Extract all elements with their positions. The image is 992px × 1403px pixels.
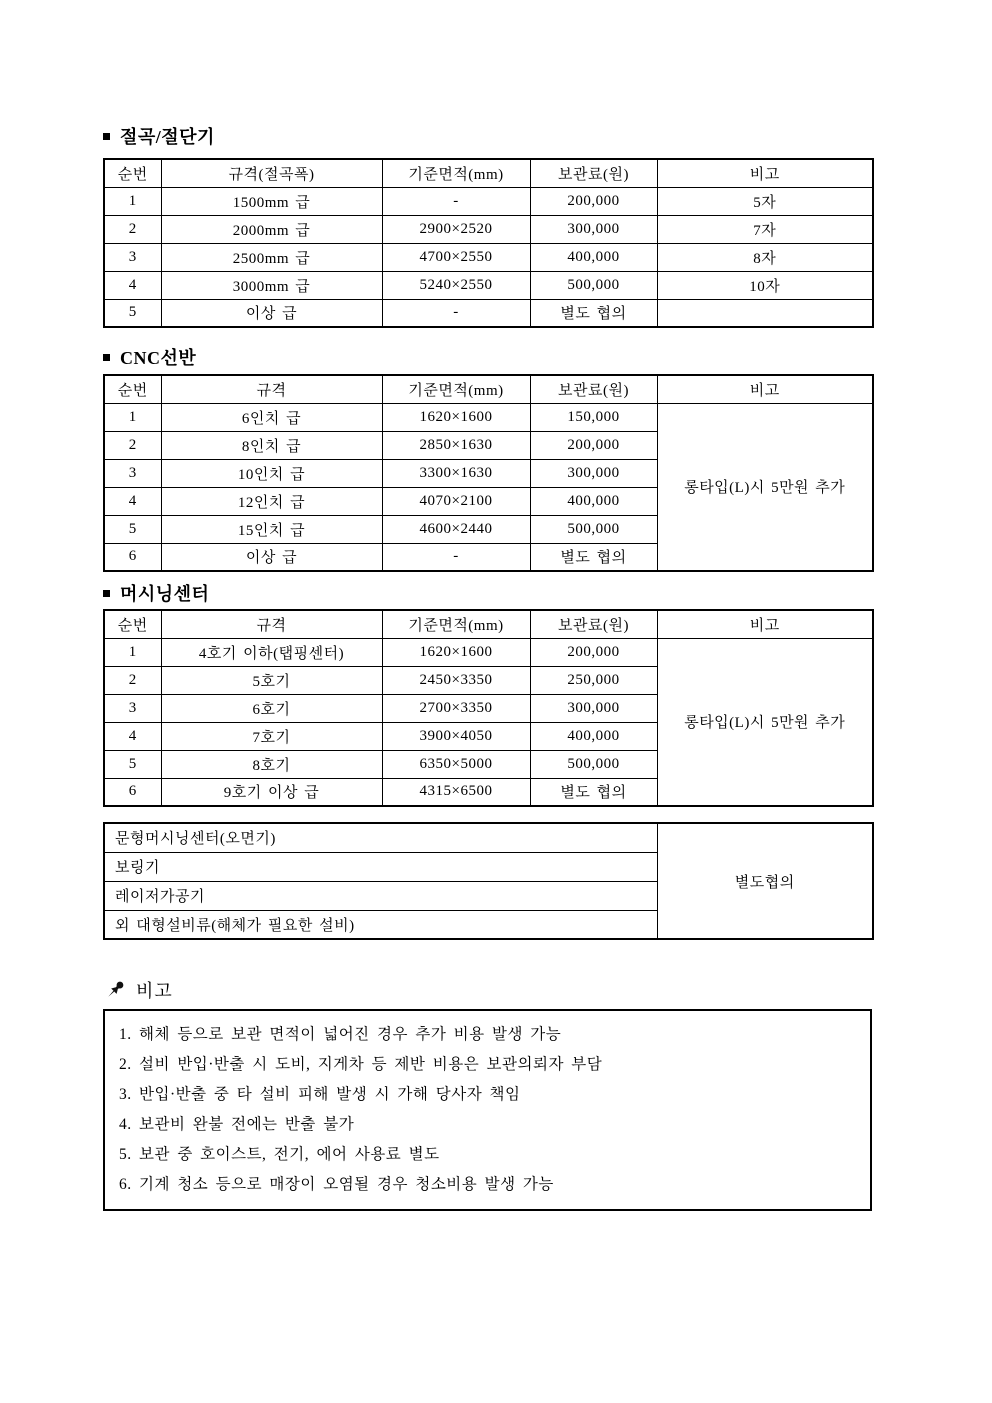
table-cell: 이상 급 xyxy=(161,543,382,571)
table-cell xyxy=(657,299,873,327)
table-cell: 1620×1600 xyxy=(382,403,530,431)
table-cell: 1500mm 급 xyxy=(161,187,382,215)
table-cell: 4호기 이하(탭핑센터) xyxy=(161,638,382,666)
table-row xyxy=(104,823,873,852)
table-header-row xyxy=(104,610,873,638)
header-cell: 규격 xyxy=(161,610,382,638)
merged-note-cell: 롱타입(L)시 5만원 추가 xyxy=(657,638,873,806)
table-cell: 1 xyxy=(104,187,161,215)
table-cell: 레이저가공기 xyxy=(104,881,657,910)
notes-header xyxy=(103,978,875,1002)
table-cell: 10인치 급 xyxy=(161,459,382,487)
table-cell: 이상 급 xyxy=(161,299,382,327)
table-cell: - xyxy=(382,543,530,571)
table-cell: 6350×5000 xyxy=(382,750,530,778)
header-cell: 비고 xyxy=(657,375,873,403)
table-cell: 4 xyxy=(104,722,161,750)
table-cell: 4 xyxy=(104,271,161,299)
header-cell: 규격 xyxy=(161,375,382,403)
section-title-text: 머시닝센터 xyxy=(120,584,210,604)
table-cell: 500,000 xyxy=(530,271,657,299)
square-bullet-icon xyxy=(103,133,110,140)
table-cell: 1 xyxy=(104,403,161,431)
note-item: 6. 기계 청소 등으로 매장이 오염될 경우 청소비용 발생 가능 xyxy=(119,1176,554,1193)
table-cell: - xyxy=(382,187,530,215)
section-title-machining-center xyxy=(103,582,875,604)
table-row xyxy=(104,215,873,243)
section-title-bending-cutting xyxy=(103,125,875,147)
table-row xyxy=(104,243,873,271)
header-cell: 비고 xyxy=(657,159,873,187)
table-cell: - xyxy=(382,299,530,327)
table-cell: 400,000 xyxy=(530,243,657,271)
note-item: 1. 해체 등으로 보관 면적이 넓어진 경우 추가 비용 발생 가능 xyxy=(119,1026,562,1043)
header-cell: 비고 xyxy=(657,610,873,638)
table-cell: 3000mm 급 xyxy=(161,271,382,299)
note-item: 2. 설비 반입·반출 시 도비, 지게차 등 제반 비용은 보관의뢰자 부담 xyxy=(119,1056,603,1073)
table-row xyxy=(104,638,873,666)
table-head xyxy=(104,375,873,403)
table-body xyxy=(104,403,873,571)
table-cell: 6호기 xyxy=(161,694,382,722)
table-header-row xyxy=(104,159,873,187)
table-cell: 400,000 xyxy=(530,722,657,750)
table-cell: 200,000 xyxy=(530,638,657,666)
table-cell: 2 xyxy=(104,215,161,243)
table-cell: 12인치 급 xyxy=(161,487,382,515)
table-row xyxy=(104,403,873,431)
table-header-row xyxy=(104,375,873,403)
table-cell: 200,000 xyxy=(530,431,657,459)
special-equipment-table xyxy=(103,822,874,940)
table-cell: 3300×1630 xyxy=(382,459,530,487)
header-cell: 순번 xyxy=(104,375,161,403)
merged-note-cell: 롱타입(L)시 5만원 추가 xyxy=(657,403,873,571)
header-cell: 기준면적(mm) xyxy=(382,159,530,187)
table-cell: 3900×4050 xyxy=(382,722,530,750)
table-cell: 8호기 xyxy=(161,750,382,778)
machining-center-table xyxy=(103,609,874,807)
table-cell: 2700×3350 xyxy=(382,694,530,722)
table-cell: 문형머시닝센터(오면기) xyxy=(104,823,657,852)
table-cell: 7자 xyxy=(657,215,873,243)
table-cell: 2500mm 급 xyxy=(161,243,382,271)
table-cell: 4600×2440 xyxy=(382,515,530,543)
table-cell: 7호기 xyxy=(161,722,382,750)
table-cell: 2450×3350 xyxy=(382,666,530,694)
table-cell: 200,000 xyxy=(530,187,657,215)
table-cell: 500,000 xyxy=(530,515,657,543)
table-row xyxy=(104,187,873,215)
table-cell: 10자 xyxy=(657,271,873,299)
note-item: 5. 보관 중 호이스트, 전기, 에어 사용료 별도 xyxy=(119,1146,440,1163)
table-cell: 5 xyxy=(104,515,161,543)
table-cell: 4315×6500 xyxy=(382,778,530,806)
table-cell: 3 xyxy=(104,459,161,487)
table-head xyxy=(104,159,873,187)
header-cell: 순번 xyxy=(104,159,161,187)
bending-cutting-table xyxy=(103,158,874,328)
table-cell: 8자 xyxy=(657,243,873,271)
table-cell: 외 대형설비류(해체가 필요한 설비) xyxy=(104,910,657,939)
note-item: 3. 반입·반출 중 타 설비 피해 발생 시 가해 당사자 책임 xyxy=(119,1086,521,1103)
table-cell: 2000mm 급 xyxy=(161,215,382,243)
header-cell: 기준면적(mm) xyxy=(382,375,530,403)
table-cell: 2 xyxy=(104,666,161,694)
header-cell: 규격(절곡폭) xyxy=(161,159,382,187)
table-cell: 3 xyxy=(104,243,161,271)
square-bullet-icon xyxy=(103,354,110,361)
table-body xyxy=(104,187,873,327)
square-bullet-icon xyxy=(103,590,110,597)
table-cell: 5 xyxy=(104,750,161,778)
table-cell: 1 xyxy=(104,638,161,666)
table-cell: 500,000 xyxy=(530,750,657,778)
table-cell: 5호기 xyxy=(161,666,382,694)
table-cell: 1620×1600 xyxy=(382,638,530,666)
table-cell: 9호기 이상 급 xyxy=(161,778,382,806)
table-head xyxy=(104,610,873,638)
table-cell: 6 xyxy=(104,543,161,571)
table-row xyxy=(104,299,873,327)
table-row xyxy=(104,271,873,299)
merged-note-cell: 별도협의 xyxy=(657,823,873,939)
section-title-cnc-lathe xyxy=(103,346,875,368)
table-cell: 15인치 급 xyxy=(161,515,382,543)
header-cell: 보관료(원) xyxy=(530,610,657,638)
table-cell: 2850×1630 xyxy=(382,431,530,459)
table-cell: 6 xyxy=(104,778,161,806)
pushpin-icon xyxy=(103,978,127,1002)
table-cell: 300,000 xyxy=(530,694,657,722)
document-content xyxy=(103,125,875,1211)
table-body xyxy=(104,823,873,939)
section-title-text: 절곡/절단기 xyxy=(120,127,215,147)
table-cell: 5 xyxy=(104,299,161,327)
table-cell: 5240×2550 xyxy=(382,271,530,299)
cnc-lathe-table xyxy=(103,374,874,572)
table-cell: 별도 협의 xyxy=(530,299,657,327)
table-cell: 300,000 xyxy=(530,215,657,243)
table-cell: 2 xyxy=(104,431,161,459)
header-cell: 기준면적(mm) xyxy=(382,610,530,638)
notes-title: 비고 xyxy=(136,981,173,1001)
table-cell: 4 xyxy=(104,487,161,515)
table-cell: 4700×2550 xyxy=(382,243,530,271)
table-cell: 별도 협의 xyxy=(530,778,657,806)
table-cell: 보링기 xyxy=(104,852,657,881)
table-cell: 250,000 xyxy=(530,666,657,694)
table-cell: 300,000 xyxy=(530,459,657,487)
section-title-text: CNC선반 xyxy=(120,348,197,368)
header-cell: 보관료(원) xyxy=(530,375,657,403)
table-body xyxy=(104,638,873,806)
table-cell: 별도 협의 xyxy=(530,543,657,571)
table-cell: 5자 xyxy=(657,187,873,215)
table-cell: 6인치 급 xyxy=(161,403,382,431)
header-cell: 보관료(원) xyxy=(530,159,657,187)
table-cell: 3 xyxy=(104,694,161,722)
table-cell: 2900×2520 xyxy=(382,215,530,243)
table-cell: 4070×2100 xyxy=(382,487,530,515)
header-cell: 순번 xyxy=(104,610,161,638)
table-cell: 150,000 xyxy=(530,403,657,431)
note-item: 4. 보관비 완불 전에는 반출 불가 xyxy=(119,1116,355,1133)
notes-box xyxy=(103,1009,872,1211)
table-cell: 8인치 급 xyxy=(161,431,382,459)
table-cell: 400,000 xyxy=(530,487,657,515)
